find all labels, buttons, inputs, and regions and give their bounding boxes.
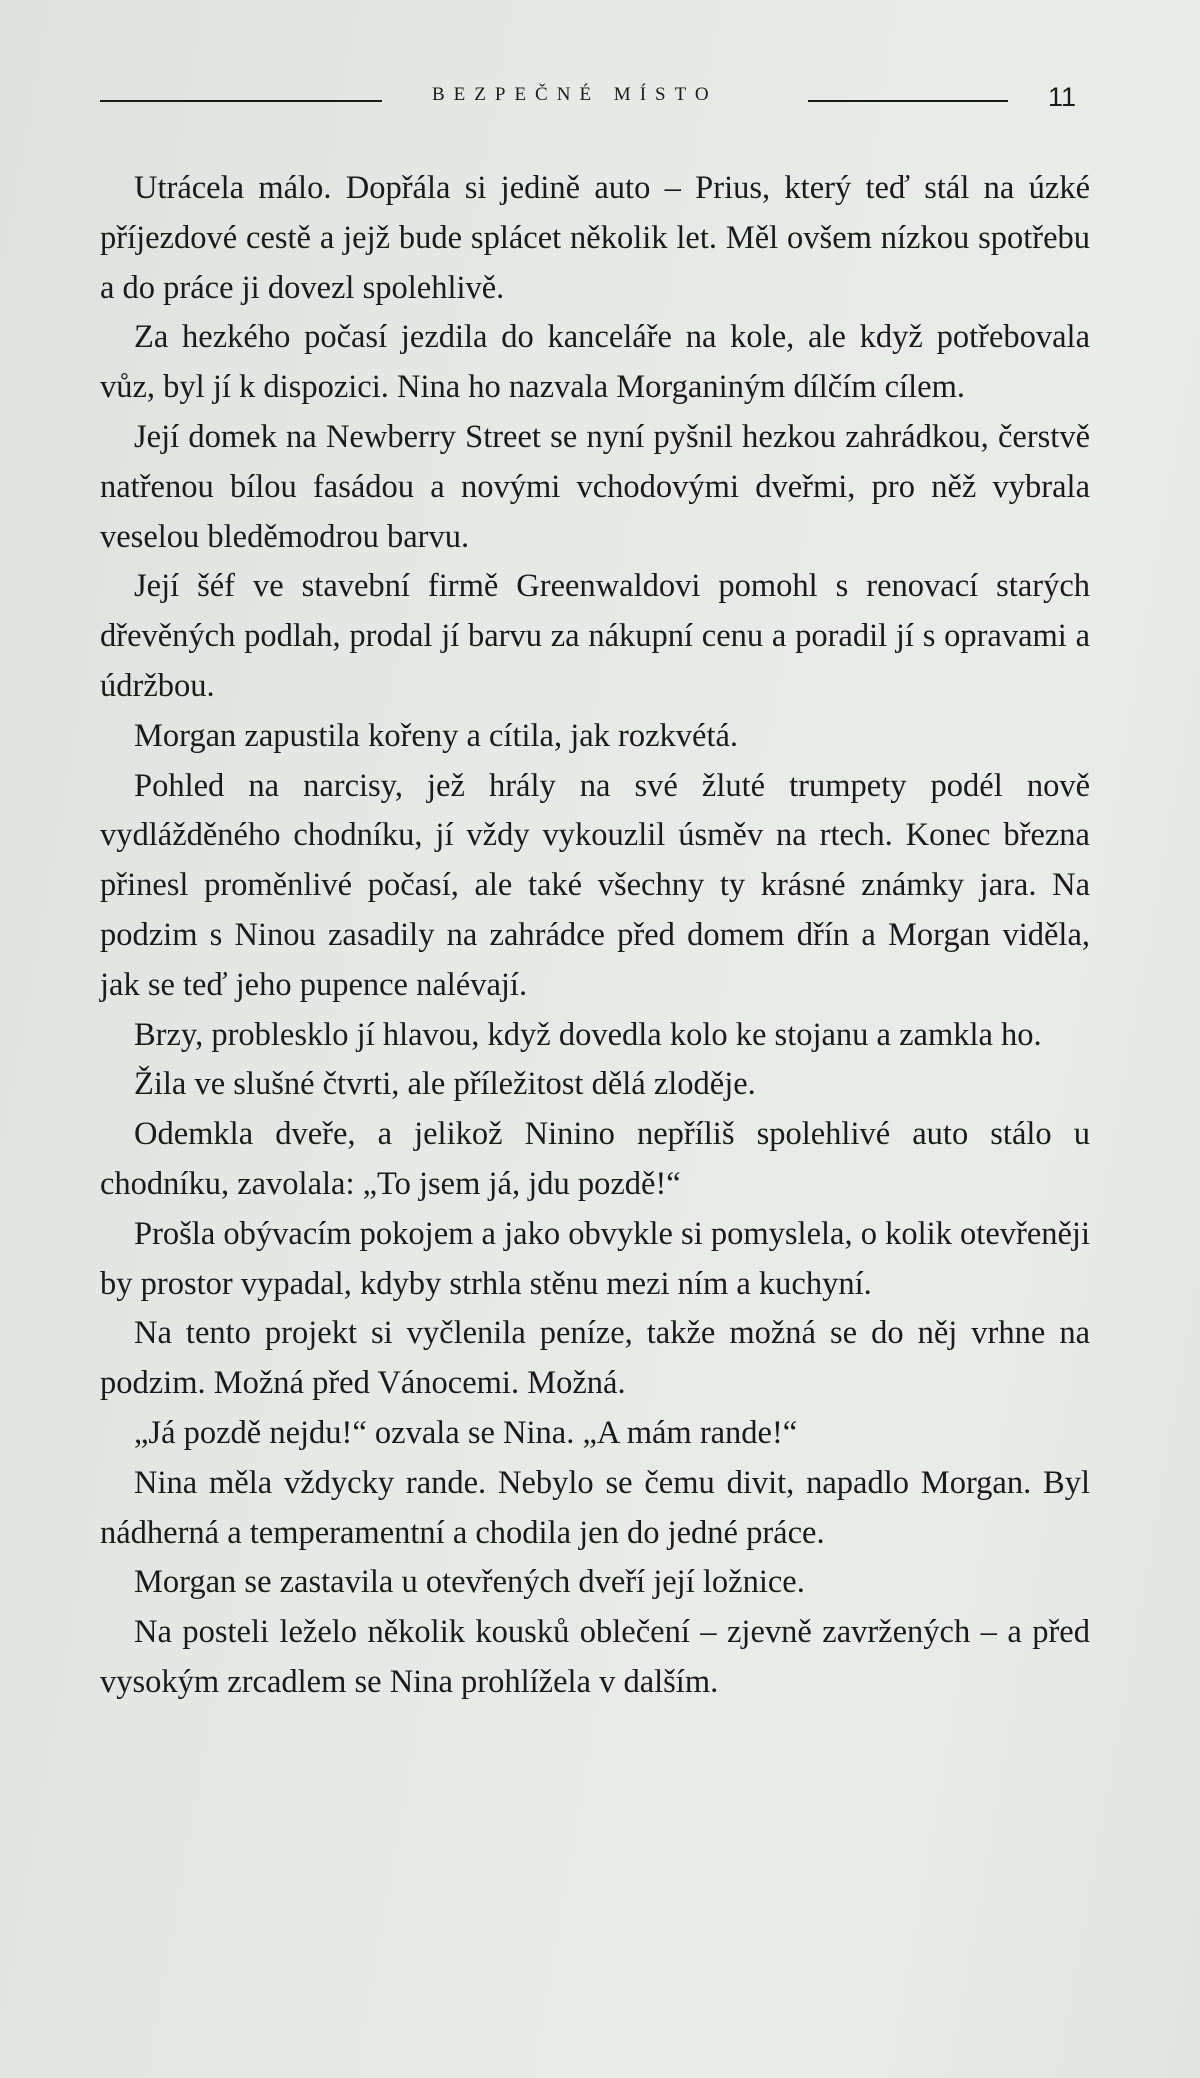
paragraph: Prošla obývacím pokojem a jako obvykle si pomyslela, o kolik otevřeněji by prostor vypadal, kdyby strhla stěnu mezi ním a kuchyní.	[100, 1215, 1090, 1302]
body-text	[100, 164, 1090, 1708]
paragraph: Její domek na Newberry Street se nyní pyšnil hezkou zahrádkou, čerstvě natřenou bílou fasádou a novými vchodovými dveřmi, pro něž vybrala veselou bleděmodrou barvu.	[100, 418, 1090, 555]
paragraph: Morgan se zastavila u otevřených dveří její ložnice.	[134, 1564, 805, 1601]
running-title: BEZPEČNÉ MÍSTO	[432, 84, 718, 105]
paragraph: Na posteli leželo několik kousků oblečení – zjevně zavržených – a před vysokým zrcadlem se Nina prohlížela v dalším.	[100, 1614, 1090, 1700]
paragraph: Za hezkého počasí jezdila do kanceláře na kole, ale když potřebovala vůz, byl jí k dispozici. Nina ho nazvala Morganiným dílčím cílem.	[100, 319, 1090, 406]
paragraph: Utrácela málo. Dopřála si jedině auto – Prius, který teď stál na úzké příjezdové cestě a jejž bude splácet několik let. Měl ovšem nízkou spotřebu a do práce ji dovezl spolehlivě.	[100, 170, 1090, 306]
paragraph: Nina měla vždycky rande. Nebylo se čemu divit, napadlo Morgan. Byl nádherná a temperamentní a chodila jen do jedné práce.	[100, 1464, 1090, 1551]
paragraph: Odemkla dveře, a jelikož Ninino nepříliš spolehlivé auto stálo u chodníku, zavolala: „To jsem já, jdu pozdě!“	[100, 1116, 1090, 1202]
header-rule-left	[100, 100, 382, 102]
paragraph: Na tento projekt si vyčlenila peníze, takže možná se do něj vrhne na podzim. Možná před Vánocemi. Možná.	[100, 1315, 1090, 1402]
paragraph: Morgan zapustila kořeny a cítila, jak rozkvétá.	[134, 717, 739, 754]
paragraph: Pohled na narcisy, jež hrály na své žluté trumpety podél nově vydlážděného chodníku, jí vždy vykouzlil úsměv na rtech. Konec března přinesl proměnlivé počasí, ale také všechny ty krásné známky jara. Na podzim s Ninou zasadily na zahrádce před domem dřín a Morgan viděla, jak se teď jeho pupence nalévají.	[100, 767, 1090, 1003]
paragraph: Brzy, problesklo jí hlavou, když dovedla kolo ke stojanu a zamkla ho.	[134, 1016, 1042, 1053]
paragraph: „Já pozdě nejdu!“ ozvala se Nina. „A mám rande!“	[134, 1414, 798, 1451]
header-rule-right	[808, 100, 1008, 102]
page-number: 11	[1048, 82, 1077, 112]
paragraph: Žila ve slušné čtvrti, ale příležitost dělá zloděje.	[134, 1066, 756, 1103]
paragraph: Její šéf ve stavební firmě Greenwaldovi pomohl s renovací starých dřevěných podlah, prodal jí barvu za nákupní cenu a poradil jí s opravami a údržbou.	[100, 568, 1090, 704]
page-header	[100, 78, 1090, 118]
